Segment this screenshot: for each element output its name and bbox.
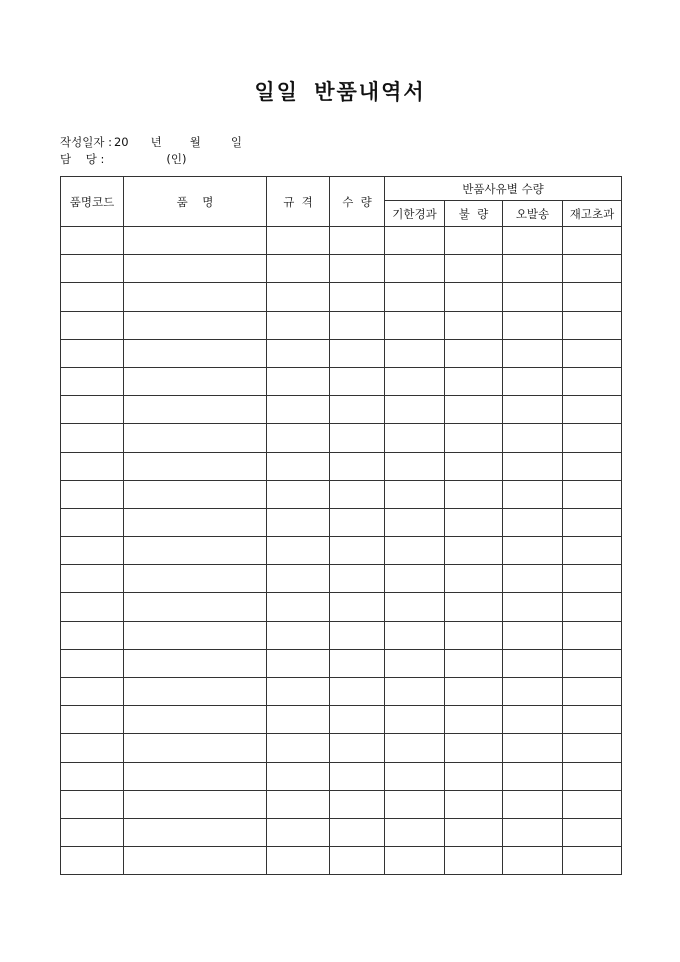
cell-spec[interactable] (267, 452, 330, 480)
cell-item-name[interactable] (124, 565, 267, 593)
cell-item-code[interactable] (61, 734, 124, 762)
date-line (60, 134, 242, 150)
cell-defective[interactable] (445, 480, 503, 508)
cell-item-code[interactable] (61, 508, 124, 536)
cell-expired[interactable] (385, 706, 445, 734)
cell-item-name[interactable] (124, 593, 267, 621)
cell-spec[interactable] (267, 367, 330, 395)
cell-defective[interactable] (445, 790, 503, 818)
cell-misshipped[interactable] (503, 790, 563, 818)
cell-quantity[interactable] (330, 762, 385, 790)
header-reason-misshipped: 오발송 (503, 201, 563, 227)
table-row (61, 283, 622, 311)
cell-misshipped[interactable] (503, 706, 563, 734)
cell-overstock[interactable] (563, 762, 622, 790)
cell-defective[interactable] (445, 762, 503, 790)
cell-item-name[interactable] (124, 424, 267, 452)
cell-item-code[interactable] (61, 593, 124, 621)
header-reason-expired: 기한경과 (385, 201, 445, 227)
document-title: 일일 반품내역서 (254, 79, 426, 104)
cell-item-name[interactable] (124, 508, 267, 536)
year-unit: 년 (150, 135, 162, 149)
cell-overstock[interactable] (563, 790, 622, 818)
cell-item-code[interactable] (61, 452, 124, 480)
seal-mark: (인) (166, 152, 187, 166)
cell-expired[interactable] (385, 847, 445, 875)
cell-quantity[interactable] (330, 706, 385, 734)
cell-expired[interactable] (385, 480, 445, 508)
cell-overstock[interactable] (563, 649, 622, 677)
table-row (61, 396, 622, 424)
cell-quantity[interactable] (330, 339, 385, 367)
cell-defective[interactable] (445, 424, 503, 452)
cell-defective[interactable] (445, 396, 503, 424)
cell-item-code[interactable] (61, 424, 124, 452)
cell-item-name[interactable] (124, 283, 267, 311)
cell-item-name[interactable] (124, 367, 267, 395)
cell-item-code[interactable] (61, 255, 124, 283)
table-row (61, 311, 622, 339)
table-row (61, 227, 622, 255)
cell-quantity[interactable] (330, 593, 385, 621)
cell-misshipped[interactable] (503, 255, 563, 283)
cell-overstock[interactable] (563, 452, 622, 480)
cell-expired[interactable] (385, 621, 445, 649)
header-spec: 규 격 (267, 177, 330, 227)
table-row (61, 452, 622, 480)
table-row (61, 847, 622, 875)
cell-defective[interactable] (445, 367, 503, 395)
cell-defective[interactable] (445, 734, 503, 762)
cell-overstock[interactable] (563, 255, 622, 283)
header-reason-defective: 불 량 (445, 201, 503, 227)
cell-defective[interactable] (445, 593, 503, 621)
cell-overstock[interactable] (563, 424, 622, 452)
cell-overstock[interactable] (563, 818, 622, 846)
cell-item-code[interactable] (61, 339, 124, 367)
cell-expired[interactable] (385, 311, 445, 339)
cell-misshipped[interactable] (503, 818, 563, 846)
cell-spec[interactable] (267, 593, 330, 621)
cell-item-code[interactable] (61, 565, 124, 593)
cell-expired[interactable] (385, 537, 445, 565)
cell-overstock[interactable] (563, 593, 622, 621)
table-row (61, 790, 622, 818)
cell-quantity[interactable] (330, 734, 385, 762)
header-quantity: 수 량 (330, 177, 385, 227)
cell-item-name[interactable] (124, 255, 267, 283)
cell-defective[interactable] (445, 283, 503, 311)
cell-item-name[interactable] (124, 452, 267, 480)
cell-item-code[interactable] (61, 311, 124, 339)
table-row (61, 649, 622, 677)
cell-quantity[interactable] (330, 678, 385, 706)
cell-misshipped[interactable] (503, 396, 563, 424)
cell-misshipped[interactable] (503, 678, 563, 706)
cell-misshipped[interactable] (503, 649, 563, 677)
cell-expired[interactable] (385, 565, 445, 593)
cell-item-name[interactable] (124, 678, 267, 706)
cell-spec[interactable] (267, 396, 330, 424)
cell-overstock[interactable] (563, 508, 622, 536)
cell-quantity[interactable] (330, 255, 385, 283)
cell-expired[interactable] (385, 593, 445, 621)
cell-defective[interactable] (445, 678, 503, 706)
cell-item-code[interactable] (61, 367, 124, 395)
person-label: 담 당 : (60, 152, 105, 166)
cell-misshipped[interactable] (503, 339, 563, 367)
header-item-code: 품명코드 (61, 177, 124, 227)
month-unit: 월 (189, 135, 201, 149)
cell-item-name[interactable] (124, 537, 267, 565)
cell-misshipped[interactable] (503, 762, 563, 790)
table-row (61, 565, 622, 593)
cell-spec[interactable] (267, 311, 330, 339)
cell-item-code[interactable] (61, 621, 124, 649)
cell-overstock[interactable] (563, 706, 622, 734)
cell-spec[interactable] (267, 678, 330, 706)
table-row (61, 508, 622, 536)
cell-misshipped[interactable] (503, 452, 563, 480)
cell-expired[interactable] (385, 283, 445, 311)
cell-quantity[interactable] (330, 790, 385, 818)
cell-misshipped[interactable] (503, 227, 563, 255)
cell-defective[interactable] (445, 508, 503, 536)
table-row (61, 255, 622, 283)
cell-quantity[interactable] (330, 818, 385, 846)
cell-spec[interactable] (267, 734, 330, 762)
cell-overstock[interactable] (563, 396, 622, 424)
cell-spec[interactable] (267, 424, 330, 452)
cell-spec[interactable] (267, 790, 330, 818)
cell-spec[interactable] (267, 339, 330, 367)
cell-overstock[interactable] (563, 621, 622, 649)
cell-spec[interactable] (267, 537, 330, 565)
table-row (61, 678, 622, 706)
cell-expired[interactable] (385, 452, 445, 480)
cell-defective[interactable] (445, 311, 503, 339)
date-year-prefix: 20 (113, 135, 129, 149)
cell-spec[interactable] (267, 283, 330, 311)
cell-overstock[interactable] (563, 227, 622, 255)
cell-defective[interactable] (445, 255, 503, 283)
cell-item-name[interactable] (124, 818, 267, 846)
cell-item-code[interactable] (61, 649, 124, 677)
cell-misshipped[interactable] (503, 311, 563, 339)
cell-item-name[interactable] (124, 649, 267, 677)
cell-expired[interactable] (385, 678, 445, 706)
cell-misshipped[interactable] (503, 508, 563, 536)
cell-spec[interactable] (267, 227, 330, 255)
cell-item-code[interactable] (61, 847, 124, 875)
person-line (60, 151, 186, 167)
cell-defective[interactable] (445, 621, 503, 649)
cell-defective[interactable] (445, 565, 503, 593)
cell-misshipped[interactable] (503, 847, 563, 875)
cell-overstock[interactable] (563, 678, 622, 706)
cell-misshipped[interactable] (503, 593, 563, 621)
cell-quantity[interactable] (330, 565, 385, 593)
table-row (61, 818, 622, 846)
cell-spec[interactable] (267, 847, 330, 875)
cell-quantity[interactable] (330, 311, 385, 339)
cell-expired[interactable] (385, 734, 445, 762)
cell-misshipped[interactable] (503, 565, 563, 593)
cell-quantity[interactable] (330, 508, 385, 536)
cell-item-name[interactable] (124, 847, 267, 875)
cell-defective[interactable] (445, 452, 503, 480)
cell-item-name[interactable] (124, 480, 267, 508)
cell-quantity[interactable] (330, 227, 385, 255)
cell-item-name[interactable] (124, 339, 267, 367)
cell-defective[interactable] (445, 847, 503, 875)
cell-item-name[interactable] (124, 621, 267, 649)
cell-overstock[interactable] (563, 537, 622, 565)
cell-overstock[interactable] (563, 339, 622, 367)
cell-item-name[interactable] (124, 227, 267, 255)
cell-defective[interactable] (445, 706, 503, 734)
cell-defective[interactable] (445, 537, 503, 565)
cell-overstock[interactable] (563, 734, 622, 762)
cell-quantity[interactable] (330, 283, 385, 311)
cell-misshipped[interactable] (503, 621, 563, 649)
cell-expired[interactable] (385, 818, 445, 846)
cell-expired[interactable] (385, 790, 445, 818)
cell-item-code[interactable] (61, 480, 124, 508)
cell-item-code[interactable] (61, 706, 124, 734)
cell-quantity[interactable] (330, 537, 385, 565)
cell-misshipped[interactable] (503, 480, 563, 508)
table-row (61, 537, 622, 565)
cell-quantity[interactable] (330, 847, 385, 875)
header-item-name: 품 명 (124, 177, 267, 227)
cell-expired[interactable] (385, 424, 445, 452)
cell-defective[interactable] (445, 818, 503, 846)
header-reason-group: 반품사유별 수량 (385, 177, 622, 201)
cell-defective[interactable] (445, 339, 503, 367)
cell-quantity[interactable] (330, 649, 385, 677)
cell-spec[interactable] (267, 762, 330, 790)
cell-expired[interactable] (385, 508, 445, 536)
cell-defective[interactable] (445, 649, 503, 677)
cell-item-name[interactable] (124, 762, 267, 790)
table-body (61, 227, 622, 875)
cell-item-name[interactable] (124, 706, 267, 734)
table-row (61, 424, 622, 452)
cell-overstock[interactable] (563, 283, 622, 311)
cell-spec[interactable] (267, 706, 330, 734)
cell-overstock[interactable] (563, 367, 622, 395)
cell-item-name[interactable] (124, 396, 267, 424)
cell-quantity[interactable] (330, 480, 385, 508)
cell-quantity[interactable] (330, 424, 385, 452)
cell-misshipped[interactable] (503, 367, 563, 395)
cell-item-code[interactable] (61, 818, 124, 846)
cell-spec[interactable] (267, 508, 330, 536)
cell-item-code[interactable] (61, 537, 124, 565)
cell-item-name[interactable] (124, 734, 267, 762)
date-label: 작성일자 : (60, 135, 112, 149)
cell-spec[interactable] (267, 480, 330, 508)
cell-expired[interactable] (385, 255, 445, 283)
cell-quantity[interactable] (330, 621, 385, 649)
cell-item-code[interactable] (61, 283, 124, 311)
cell-spec[interactable] (267, 565, 330, 593)
table-row (61, 593, 622, 621)
cell-expired[interactable] (385, 762, 445, 790)
cell-expired[interactable] (385, 649, 445, 677)
table-row (61, 706, 622, 734)
cell-quantity[interactable] (330, 452, 385, 480)
cell-defective[interactable] (445, 227, 503, 255)
cell-item-name[interactable] (124, 311, 267, 339)
cell-item-code[interactable] (61, 790, 124, 818)
table-row (61, 762, 622, 790)
cell-overstock[interactable] (563, 847, 622, 875)
cell-expired[interactable] (385, 227, 445, 255)
cell-spec[interactable] (267, 649, 330, 677)
cell-item-code[interactable] (61, 762, 124, 790)
table-row (61, 367, 622, 395)
cell-quantity[interactable] (330, 396, 385, 424)
cell-overstock[interactable] (563, 480, 622, 508)
table-row (61, 734, 622, 762)
cell-overstock[interactable] (563, 311, 622, 339)
cell-expired[interactable] (385, 367, 445, 395)
cell-expired[interactable] (385, 396, 445, 424)
cell-misshipped[interactable] (503, 537, 563, 565)
cell-expired[interactable] (385, 339, 445, 367)
cell-item-code[interactable] (61, 396, 124, 424)
cell-overstock[interactable] (563, 565, 622, 593)
day-unit: 일 (230, 135, 242, 149)
header-reason-overstock: 재고초과 (563, 201, 622, 227)
cell-misshipped[interactable] (503, 283, 563, 311)
return-items-table (60, 176, 622, 875)
table-row (61, 621, 622, 649)
cell-spec[interactable] (267, 621, 330, 649)
table-row (61, 480, 622, 508)
cell-misshipped[interactable] (503, 734, 563, 762)
table-row (61, 339, 622, 367)
cell-spec[interactable] (267, 255, 330, 283)
cell-item-code[interactable] (61, 227, 124, 255)
cell-spec[interactable] (267, 818, 330, 846)
cell-item-code[interactable] (61, 678, 124, 706)
cell-misshipped[interactable] (503, 424, 563, 452)
cell-item-name[interactable] (124, 790, 267, 818)
cell-quantity[interactable] (330, 367, 385, 395)
